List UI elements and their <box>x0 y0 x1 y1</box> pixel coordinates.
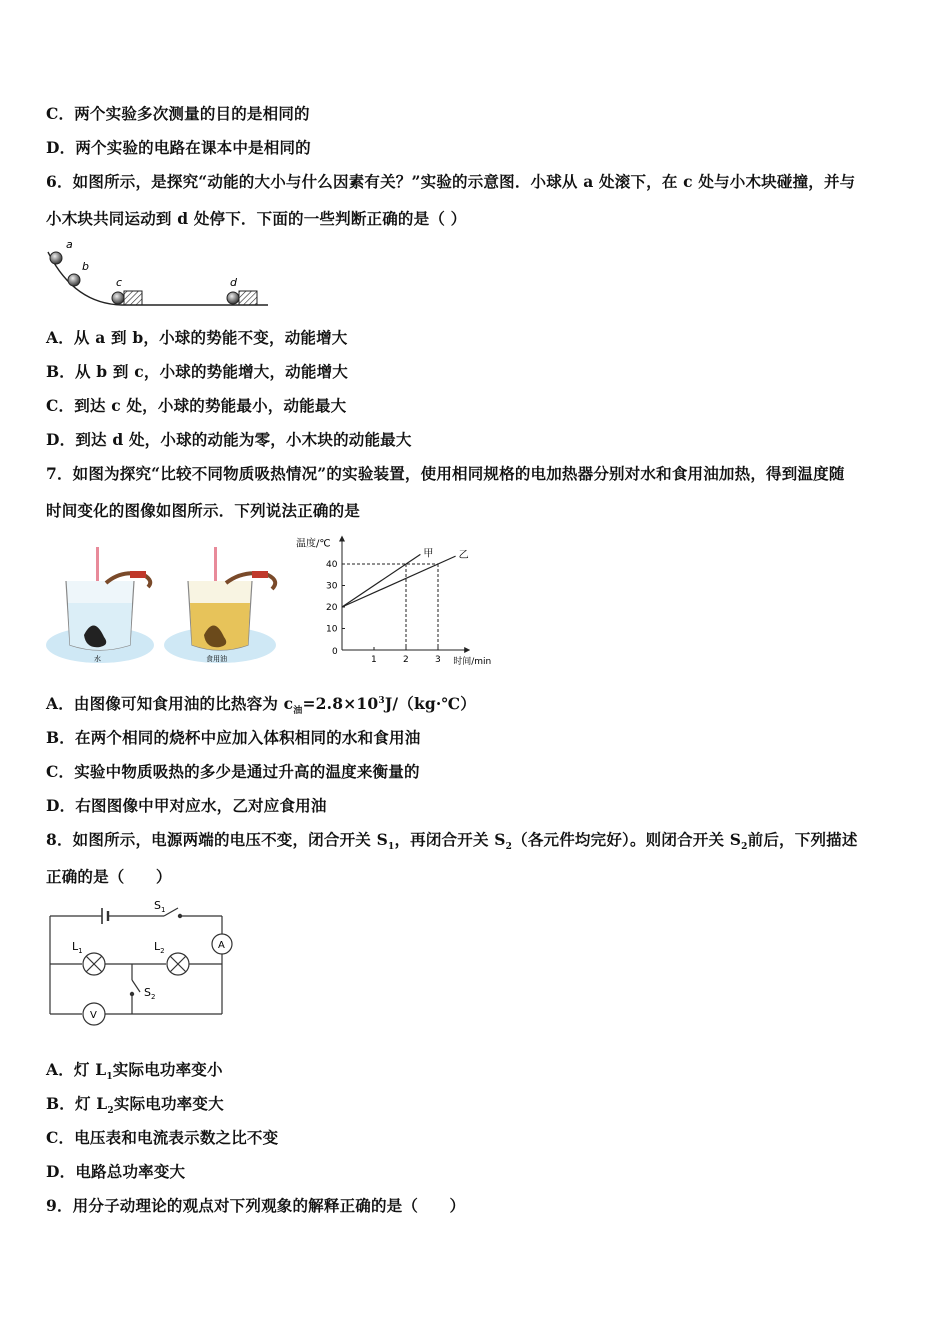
label-a: a <box>66 238 73 251</box>
q8-option-a <box>46 1058 223 1082</box>
q6-ramp-figure <box>44 238 274 310</box>
water-label: 水 <box>94 655 101 663</box>
label-l1-main: L <box>72 940 79 953</box>
q7-stem-line2: 时间变化的图像如图所示．下列说法正确的是 <box>46 501 361 520</box>
series-label-jia: 甲 <box>423 548 434 560</box>
ball-b <box>68 274 80 286</box>
ball-a <box>50 252 62 264</box>
label-l2 <box>154 940 165 955</box>
ammeter-label: A <box>218 940 225 951</box>
label-s1 <box>154 899 165 914</box>
q7-option-b: B．在两个相同的烧杯中应加入体积相同的水和食用油 <box>46 728 421 747</box>
label-s1-main: S <box>154 899 161 912</box>
q8-option-b-pre: B．灯 L <box>46 1094 108 1113</box>
x-tick-label: 1 <box>371 655 377 665</box>
q8-stem-mid: ，再闭合开关 S <box>394 830 506 849</box>
q8-option-a-sub: 1 <box>106 1072 113 1083</box>
q8-circuit-figure <box>44 896 244 1036</box>
q7-option-a-mid: =2.8×10 <box>302 694 379 713</box>
series-label-yi: 乙 <box>458 550 469 562</box>
label-d: d <box>230 276 237 289</box>
water-plug <box>130 571 146 578</box>
label-l1-sub: 1 <box>78 947 83 955</box>
block-d <box>239 291 257 305</box>
x-tick-label: 2 <box>403 655 409 665</box>
q9-stem: 9．用分子动理论的观点对下列观象的解释正确的是（ ） <box>46 1196 466 1215</box>
y-tick-label: 10 <box>326 624 338 635</box>
label-c: c <box>116 276 123 289</box>
q8-stem-line2: 正确的是（ ） <box>46 867 172 886</box>
label-s1-sub: 1 <box>160 906 166 914</box>
origin-label: 0 <box>332 647 338 657</box>
q6-stem-line1: 6．如图所示，是探究“动能的大小与什么因素有关？”实验的示意图．小球从 a 处滚下，在 c 处与小木块碰撞，并与 <box>46 172 856 191</box>
q8-stem-s1: 1 <box>387 842 395 853</box>
q6-option-b: B．从 b 到 c，小球的势能增大，动能增大 <box>46 362 348 381</box>
q8-stem-s2: 2 <box>505 842 513 853</box>
water-beaker-figure <box>44 545 156 667</box>
q5-option-c: C．两个实验多次测量的目的是相同的 <box>46 104 310 123</box>
q5-option-d: D．两个实验的电路在课本中是相同的 <box>46 138 311 157</box>
oil-beaker-figure <box>162 545 292 667</box>
q7-option-a-sub: 油 <box>293 706 303 717</box>
label-s2-sub: 2 <box>150 993 156 1001</box>
q6-option-a: A．从 a 到 b，小球的势能不变，动能增大 <box>46 328 348 347</box>
label-s2-main: S <box>144 986 151 999</box>
q8-option-a-pre: A．灯 L <box>46 1060 107 1079</box>
x-axis-label: 时间/min <box>453 657 492 667</box>
q7-option-a-sup: 3 <box>378 695 385 706</box>
q7-option-a-pre: A．由图像可知食用油的比热容为 c <box>46 694 294 713</box>
q6-stem-line2: 小木块共同运动到 d 处停下．下面的一些判断正确的是（ ） <box>46 209 467 228</box>
ball-d <box>227 292 239 304</box>
temperature-time-chart <box>296 532 502 674</box>
oil-plug <box>252 571 268 578</box>
block-c <box>124 291 142 305</box>
q8-option-b-post: 实际电功率变大 <box>113 1094 224 1113</box>
q7-option-c: C．实验中物质吸热的多少是通过升高的温度来衡量的 <box>46 762 420 781</box>
q7-option-a-post: J/（kg·℃） <box>384 694 477 713</box>
q8-option-c: C．电压表和电流表示数之比不变 <box>46 1128 279 1147</box>
label-l2-main: L <box>154 940 161 953</box>
q8-stem-s2b: 2 <box>741 842 748 853</box>
switch-s2-blade <box>132 980 140 992</box>
q7-stem-line1: 7．如图为探究“比较不同物质吸热情况”的实验装置，使用相同规格的电加热器分别对水和食用油加热，得到温度随 <box>46 464 845 483</box>
voltmeter-label: V <box>90 1010 97 1021</box>
q6-option-d: D．到达 d 处，小球的动能为零，小木块的动能最大 <box>46 430 412 449</box>
q8-option-b <box>46 1092 224 1116</box>
label-l2-sub: 2 <box>160 947 165 955</box>
y-axis-label: 温度/℃ <box>296 538 331 550</box>
y-tick-label: 20 <box>326 603 338 613</box>
q8-stem-line1 <box>46 828 858 852</box>
q8-option-b-sub: 2 <box>107 1106 114 1117</box>
label-b: b <box>82 260 89 273</box>
oil-label: 食用油 <box>206 655 227 663</box>
q8-stem-post: 前后，下列描述 <box>747 830 858 849</box>
ball-c <box>112 292 124 304</box>
label-s2 <box>144 986 155 1001</box>
label-l1 <box>72 940 83 955</box>
y-tick-label: 40 <box>326 560 338 570</box>
q6-option-c: C．到达 c 处，小球的势能最小，动能最大 <box>46 396 347 415</box>
q8-option-d: D．电路总功率变大 <box>46 1162 186 1181</box>
switch-s1-blade <box>164 908 178 916</box>
q7-option-d: D．右图图像中甲对应水，乙对应食用油 <box>46 796 327 815</box>
x-tick-label: 3 <box>435 655 441 665</box>
q8-option-a-post: 实际电功率变小 <box>112 1060 223 1079</box>
q8-stem-pre: 8．如图所示，电源两端的电压不变，闭合开关 S <box>46 830 388 849</box>
y-tick-label: 30 <box>326 581 338 592</box>
q8-stem-mid2: （各元件均完好）。则闭合开关 S <box>512 830 742 849</box>
series-line-jia <box>342 554 420 607</box>
q7-option-a <box>46 692 476 716</box>
